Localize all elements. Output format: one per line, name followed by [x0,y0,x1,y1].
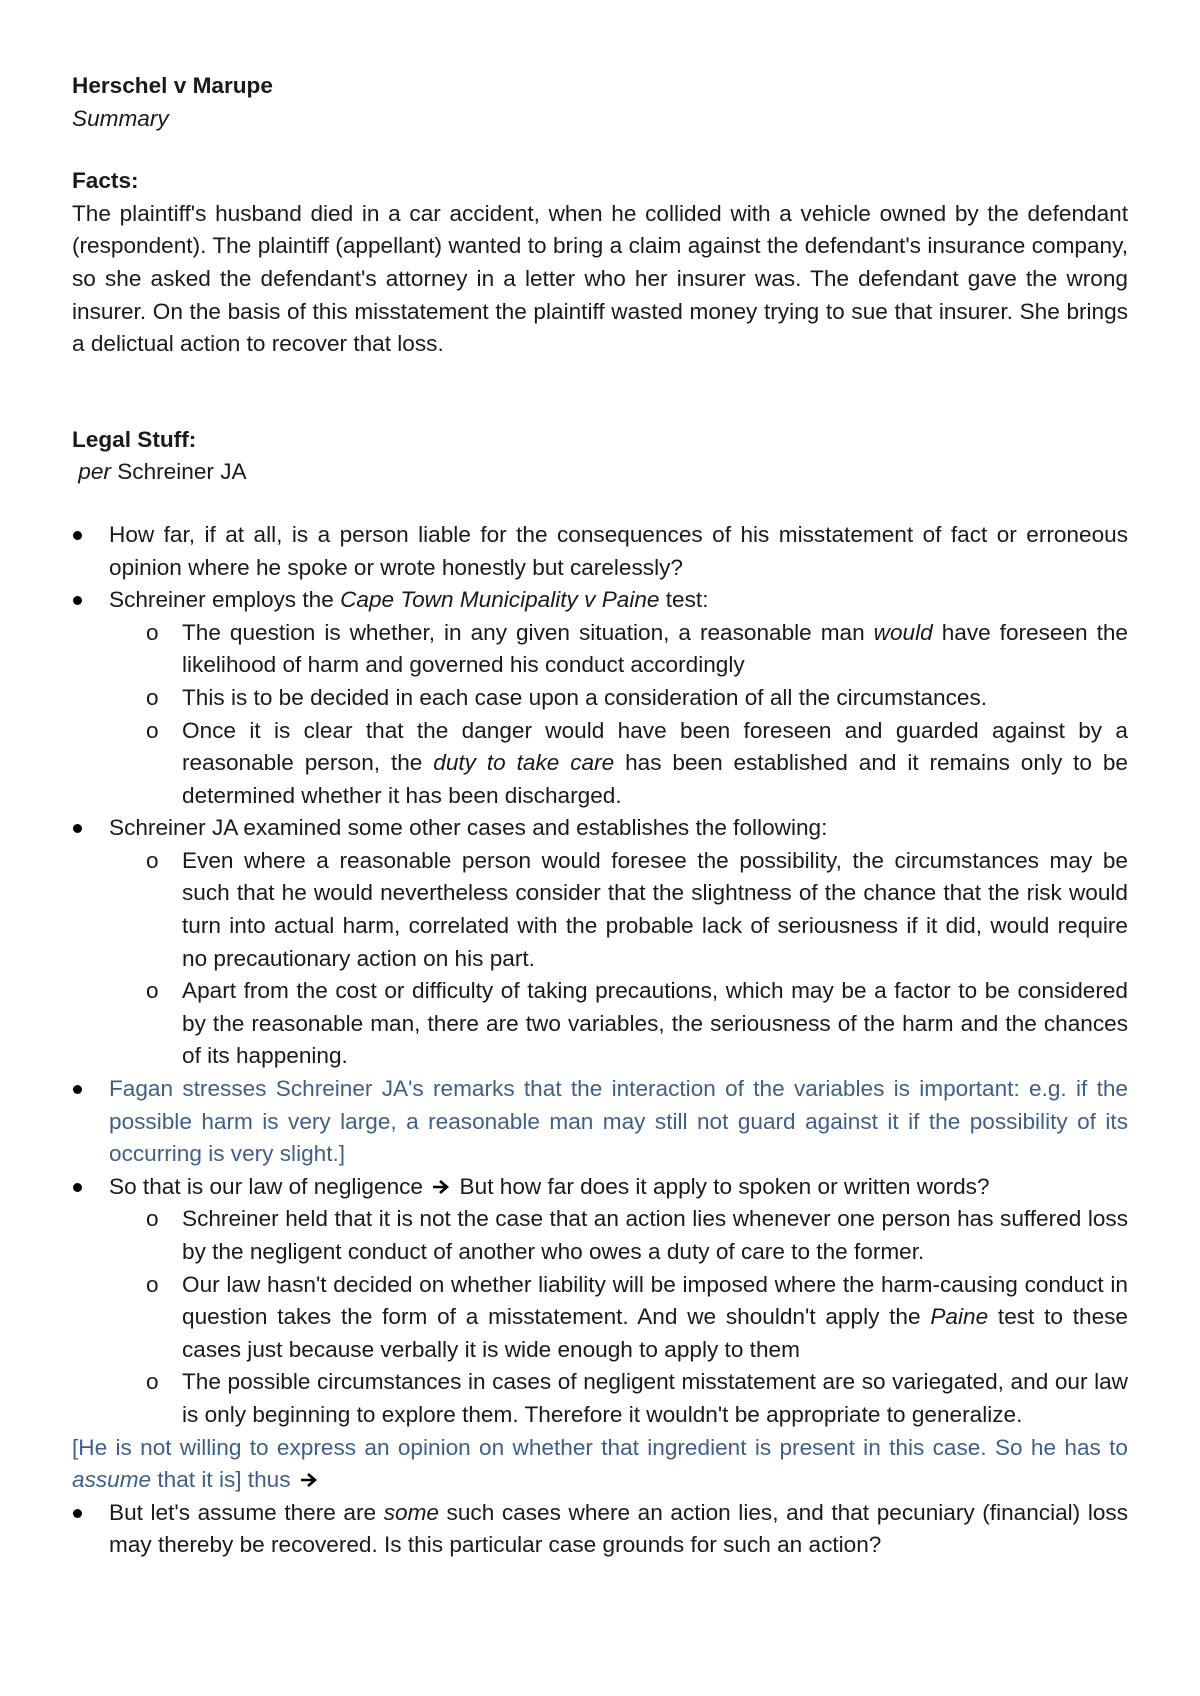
list-item-assumption: But let's assume there are some such cases where an action lies, and that pecuniary (financial) loss may thereby be recovered. Is this particular case grounds for such an action? [72,1497,1128,1562]
judge-name: Schreiner JA [117,459,247,485]
document-subtitle: Summary [72,105,169,131]
facts-paragraph: The plaintiff's husband died in a car accident, when he collided with a vehicle owned by the defendant (respondent). The plaintiff (appellant) wanted to bring a claim against the defendant's insurance company, so she asked the defendant's attorney in a letter who her insurer was. The defendant gave the wrong insurer. On the basis of this misstatement the plaintiff wasted money trying to sue that insurer. She brings a delictual action to recover that loss. [72,200,1128,357]
list-item-paine-test: Schreiner employs the Cape Town Municipality v Paine test: o The question is whether, in any given situation, a reasonable man would have foreseen the likelihood of harm and governed his conduct accordingly o This is to be decided in each case upon a consideration of all the circumstances. o Once it is clear that the danger would have been foreseen and guarded against by a reasonable person, the duty to take care has been established and it remains only to be determined whether it has been discharged. [72,584,1128,812]
right-arrow-icon [431,1177,451,1197]
sub-item: o Even where a reasonable person would foresee the possibility, the circumstances may be such that he would nevertheless consider that the slightness of the chance that the risk would turn into actual harm, correlated with the probable lack of seriousness if it did, would require no precautionary action on his part. [109,845,1128,975]
list-item-other-cases: Schreiner JA examined some other cases and establishes the following: o Even where a reasonable person would foresee the possibility, the circumstances may be such that he would nevertheless consider that the slightness of the chance that the risk would turn into actual harm, correlated with the probable lack of seriousness if it did, would require no precautionary action on his part. o Apart from the cost or difficulty of taking precautions, which may be a factor to be considered by the reasonable man, there are two variables, the seriousness of the harm and the chances of its happening. [72,812,1128,1073]
document-title: Herschel v Marupe [72,73,273,98]
case-name-paine: Cape Town Municipality v Paine [340,587,660,613]
sub-item: o Apart from the cost or difficulty of taking precautions, which may be a factor to be considered by the reasonable man, there are two variables, the seriousness of the harm and the chances of its happening. [109,975,1128,1073]
sub-item: o Once it is clear that the danger would have been foreseen and guarded against by a reasonable person, the duty to take care has been established and it remains only to be determined whether it has been discharged. [109,715,1128,813]
bracketed-note: [He is not willing to express an opinion on whether that ingredient is present in this case. So he has to assume that it is] thus [72,1434,1128,1493]
negligence-sublist [109,1203,1128,1431]
sub-item: o This is to be decided in each case upon a consideration of all the circumstances. [109,682,1128,715]
legal-heading: Legal Stuff: [72,426,197,452]
sub-item: o Our law hasn't decided on whether liability will be imposed where the harm-causing conduct in question takes the form of a misstatement. And we shouldn't apply the Paine test to these cases just because verbally it is wide enough to apply to them [109,1269,1128,1367]
sub-item: o Schreiner held that it is not the case that an action lies whenever one person has suffered loss by the negligent conduct of another who owes a duty of care to the former. [109,1203,1128,1268]
facts-heading: Facts: [72,168,139,194]
other-cases-sublist [109,845,1128,1073]
list-item-negligence: So that is our law of negligence But how far does it apply to spoken or written words? o Schreiner held that it is not the case that an action lies whenever one person has suffered loss by the negligent conduct of another who owes a duty of care to the former. o Our law hasn't decided on whether liability will be imposed where the harm-causing conduct in question takes the form of a misstatement. And we shouldn't apply the Paine test to these cases just because verbally it is wide enough to apply to them o The possible circumstances in cases of negligent misstatement are so variegated, and our law is only beginning to explore them. Therefore it wouldn't be appropriate to generalize. [72,1171,1128,1432]
list-item-fagan-note: Fagan stresses Schreiner JA's remarks that the interaction of the variables is important: e.g. if the possible harm is very large, a reasonable man may still not guard against it if the possibility of its occurring is very slight.] [72,1073,1128,1171]
sub-item: o The possible circumstances in cases of negligent misstatement are so variegated, and our law is only beginning to explore them. Therefore it wouldn't be appropriate to generalize. [109,1366,1128,1431]
legal-bullet-list [72,519,1128,1432]
right-arrow-icon [299,1470,319,1490]
paine-sublist [109,617,1128,813]
sub-item: o The question is whether, in any given situation, a reasonable man would have foreseen the likelihood of harm and governed his conduct accordingly [109,617,1128,682]
list-item-question: How far, if at all, is a person liable for the consequences of his misstatement of fact or erroneous opinion where he spoke or wrote honestly but carelessly? [72,519,1128,584]
legal-bullet-list-continued [72,1497,1128,1562]
per-italic: per [78,459,111,485]
per-judge-line [72,456,1128,489]
